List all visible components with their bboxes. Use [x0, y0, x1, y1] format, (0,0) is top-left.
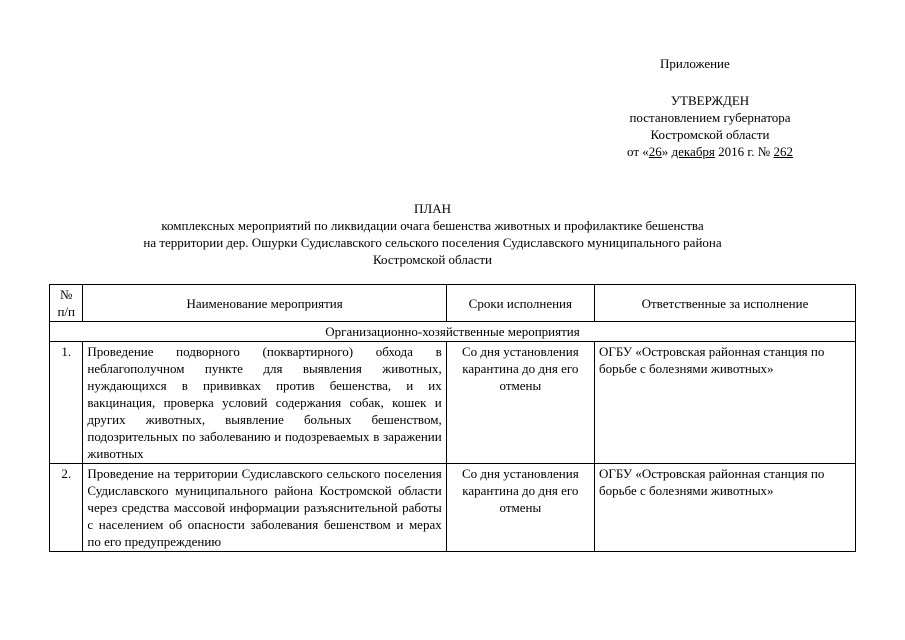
date-mid: »	[661, 144, 672, 159]
row-num: 2.	[50, 464, 83, 552]
header-term: Сроки исполнения	[446, 285, 594, 322]
section-title: Организационно-хозяйственные мероприятия	[50, 322, 856, 342]
table-row	[50, 464, 856, 552]
plan-title: ПЛАН	[414, 201, 451, 216]
approval-block	[580, 55, 840, 160]
date-month: декабря	[671, 144, 715, 159]
date-prefix: от «	[627, 144, 649, 159]
row-responsible: ОГБУ «Островская районная станция по борьбе с болезнями животных»	[594, 342, 855, 464]
plan-subtitle-line2: на территории дер. Ошурки Судиславского сельского поселения Судиславского муниципального района	[143, 235, 722, 250]
header-responsible: Ответственные за исполнение	[594, 285, 855, 322]
row-name: Проведение на территории Судиславского сельского поселения Судиславского муниципального района Костромской области через средства массовой информации разъяснительной работы с населением об опасности заболевания бешенством и мерах по его предупреждению	[83, 464, 446, 552]
header-num-line2: п/п	[57, 304, 75, 319]
row-term: Со дня установления карантина до дня его отмены	[446, 464, 594, 552]
plan-subtitle-line1: комплексных мероприятий по ликвидации очага бешенства животных и профилактике бешенства	[161, 218, 704, 233]
section-row	[50, 322, 856, 342]
table-row	[50, 342, 856, 464]
row-num: 1.	[50, 342, 83, 464]
decree-number: 262	[773, 144, 793, 159]
plan-subtitle-line3: Костромской области	[372, 252, 493, 267]
date-year: 2016 г. №	[714, 144, 774, 159]
approved-by-line1: постановлением губернатора	[629, 110, 791, 125]
header-num-line1: №	[60, 287, 73, 302]
plan-heading	[60, 200, 805, 268]
header-name: Наименование мероприятия	[83, 285, 446, 322]
approved-label: УТВЕРЖДЕН	[670, 93, 750, 108]
row-name: Проведение подворного (поквартирного) обхода в неблагополучном пункте для выявления животных, нуждающихся в прививках против бешенства, и их вакцинация, проверка условий содержания собак, кошек и других животных, выявление больных бешенством, подозрительных по заболеванию и подозреваемых в заражении животных	[83, 342, 446, 464]
appendix-label: Приложение	[660, 56, 730, 71]
row-responsible: ОГБУ «Островская районная станция по борьбе с болезнями животных»	[594, 464, 855, 552]
approval-date	[580, 143, 840, 160]
approved-by-line2: Костромской области	[650, 127, 770, 142]
plan-table	[49, 284, 856, 552]
table-header-row	[50, 285, 856, 322]
header-num	[50, 285, 83, 322]
date-day: 26	[648, 144, 662, 159]
row-term: Со дня установления карантина до дня его отмены	[446, 342, 594, 464]
